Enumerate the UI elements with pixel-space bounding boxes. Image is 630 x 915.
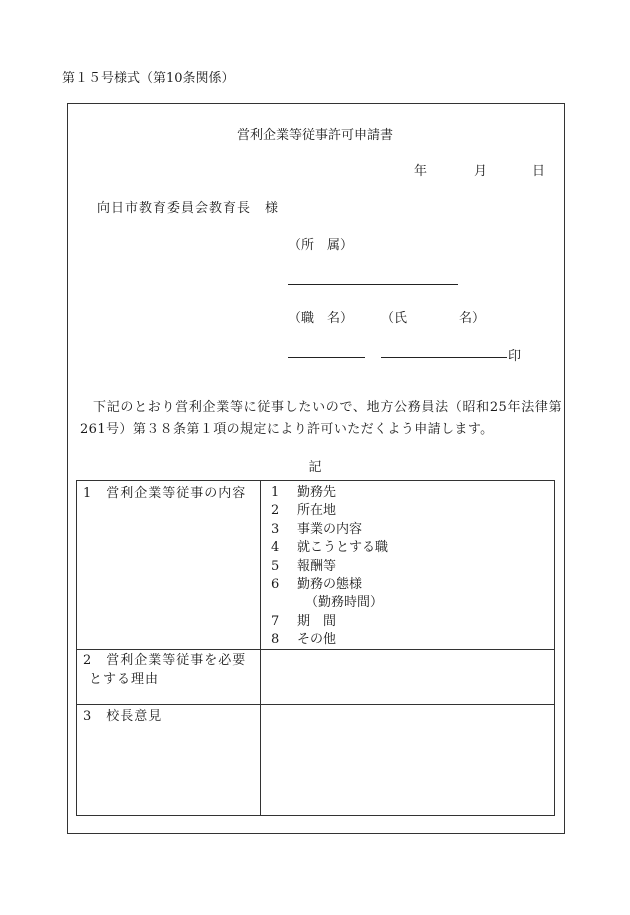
content-item: 6 勤務の態様 xyxy=(271,577,363,593)
application-statement-text: 下記のとおり営利企業等に従事したいので、地方公務員法（昭和25年法律第261号）第３８条第１項の規定により許可いただくよう申請します。 xyxy=(80,400,562,437)
seal-mark: 印 xyxy=(508,349,522,364)
name-label: （氏 名） xyxy=(381,311,486,326)
content-item: 7 期 間 xyxy=(271,613,337,629)
ki-heading: 記 xyxy=(308,460,322,475)
date-day-label: 日 xyxy=(532,164,546,179)
date-month-label: 月 xyxy=(474,164,488,179)
details-table xyxy=(76,480,555,816)
content-item: 3 事業の内容 xyxy=(271,521,363,537)
row2-label-line1: 2 営利企業等従事を必要 xyxy=(83,653,247,668)
post-label: （職 名） xyxy=(288,311,354,326)
row1-label: 1 営利企業等従事の内容 xyxy=(83,486,247,501)
content-item: 8 その他 xyxy=(271,632,337,648)
row2-label-line2: とする理由 xyxy=(89,672,160,687)
content-item: 4 就こうとする職 xyxy=(271,540,389,556)
row3-label: 3 校長意見 xyxy=(83,709,163,724)
content-item: 1 勤務先 xyxy=(271,485,337,500)
date-year-label: 年 xyxy=(414,164,428,179)
application-statement xyxy=(80,397,562,441)
column-divider xyxy=(260,481,261,815)
affiliation-line xyxy=(288,284,458,285)
affiliation-label: （所 属） xyxy=(288,238,354,253)
name-line xyxy=(381,357,507,358)
content-item: 2 所在地 xyxy=(271,503,337,519)
content-item: 5 報酬等 xyxy=(271,558,337,574)
form-title: 営利企業等従事許可申請書 xyxy=(236,128,393,143)
content-item-sub: （勤務時間） xyxy=(305,595,384,611)
row-divider xyxy=(77,704,554,705)
post-line xyxy=(288,357,365,358)
addressee: 向日市教育委員会教育長 様 xyxy=(97,201,280,216)
form-number: 第１５号様式（第10条関係） xyxy=(62,71,235,86)
row2-label xyxy=(83,651,246,689)
content-items xyxy=(271,484,388,650)
